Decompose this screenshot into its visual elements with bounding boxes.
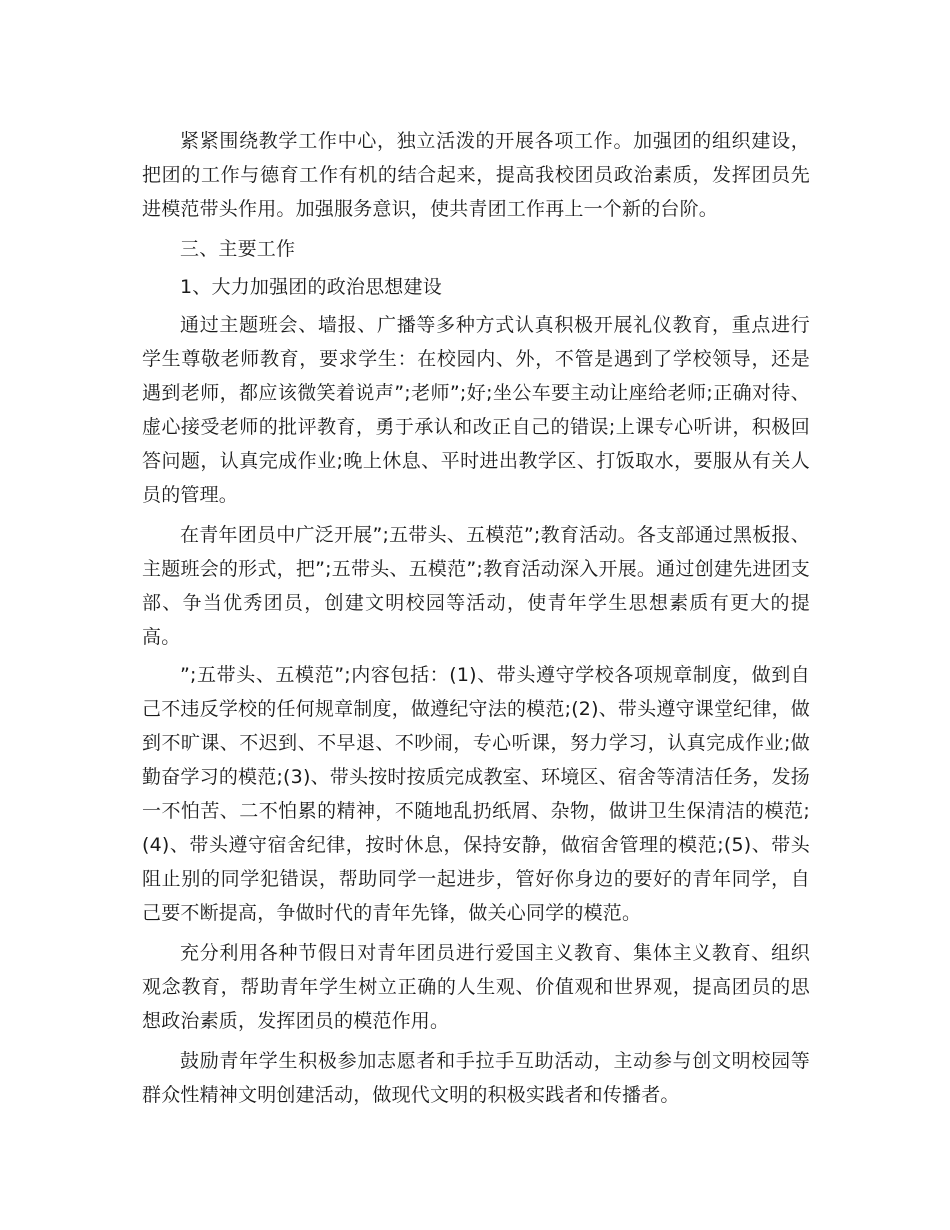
paragraph-volunteer-activities: 鼓励青年学生积极参加志愿者和手拉手互助活动，主动参与创文明校园等群众性精神文明创建活动，做现代文明的积极实践者和传播者。 bbox=[142, 1050, 810, 1106]
paragraph-five-leads-activity: 在青年团员中广泛开展”;五带头、五模范”;教育活动。各支部通过黑板报、主题班会的形式，把”;五带头、五模范”;教育活动深入开展。通过创建先进团支部、争当优秀团员，创建文明校园等活动，使青年学生思想素质有更大的提高。 bbox=[142, 524, 810, 648]
paragraph-goal: 紧紧围绕教学工作中心，独立活泼的开展各项工作。加强团的组织建设，把团的工作与德育工作有机的结合起来，提高我校团员政治素质，发挥团员先进模范带头作用。加强服务意识，使共青团工作再上一个新的台阶。 bbox=[142, 130, 810, 220]
subsection-heading-political-ideology: 1、大力加强团的政治思想建设 bbox=[180, 276, 442, 298]
section-heading-main-work: 三、主要工作 bbox=[180, 238, 296, 260]
document-body bbox=[142, 124, 810, 1118]
paragraph-etiquette-education: 通过主题班会、墙报、广播等多种方式认真积极开展礼仪教育，重点进行学生尊敬老师教育，要求学生：在校园内、外，不管是遇到了学校领导，还是遇到老师，都应该微笑着说声”;老师”;好;坐公车要主动让座给老师;正确对待、虚心接受老师的批评教育，勇于承认和改正自己的错误;上课专心听讲，积极回答问题，认真完成作业;晚上休息、平时进出教学区、打饭取水，要服从有关人员的管理。 bbox=[142, 314, 810, 506]
paragraph-holiday-education: 充分利用各种节假日对青年团员进行爱国主义教育、集体主义教育、组织观念教育，帮助青年学生树立正确的人生观、价值观和世界观，提高团员的思想政治素质，发挥团员的模范作用。 bbox=[142, 942, 810, 1032]
paragraph-five-leads-content: ”;五带头、五模范”;内容包括：(1)、带头遵守学校各项规章制度，做到自己不违反学校的任何规章制度，做遵纪守法的模范;(2)、带头遵守课堂纪律，做到不旷课、不迟到、不早退、不吵闹，专心听课，努力学习，认真完成作业;做勤奋学习的模范;(3)、带头按时按质完成教室、环境区、宿舍等清洁任务，发扬一不怕苦、二不怕累的精神，不随地乱扔纸屑、杂物，做讲卫生保清洁的模范;(4)、带头遵守宿舍纪律，按时休息，保持安静，做宿舍管理的模范;(5)、带头阻止别的同学犯错误，帮助同学一起进步，管好你身边的要好的青年同学，自己要不断提高，争做时代的青年先锋，做关心同学的模范。 bbox=[142, 664, 810, 924]
